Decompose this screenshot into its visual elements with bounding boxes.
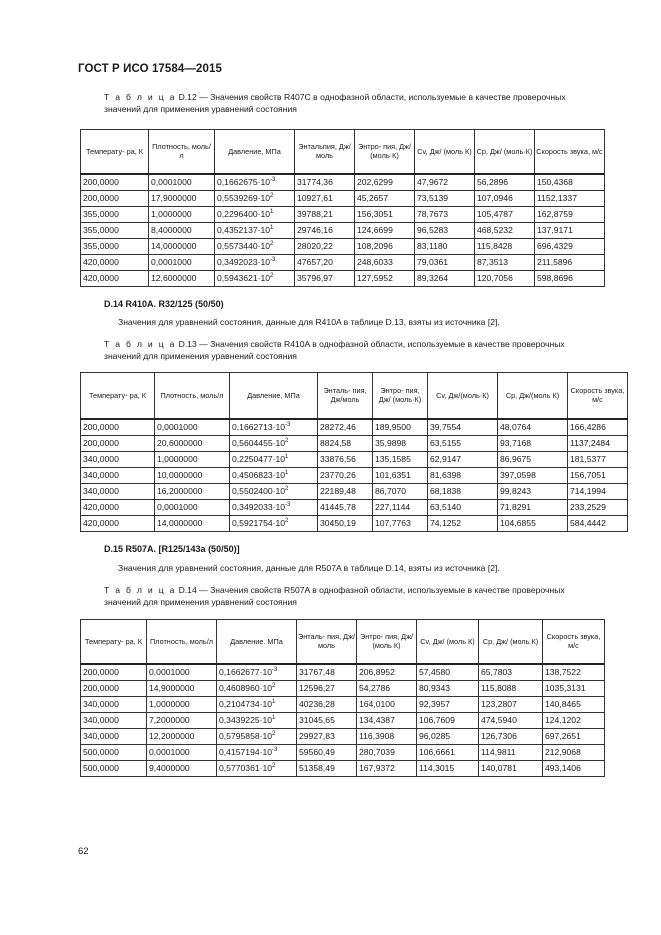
table-cell: 107,0946 [475, 190, 535, 206]
document-header: ГОСТ Р ИСО 17584—2015 [78, 63, 223, 75]
table-cell: 127,5952 [355, 270, 415, 286]
table-row [81, 664, 605, 681]
table-caption: Т а б л и ц а D.13 — Значения свойств R410A в однофазной области, используемые в качестве проверочных значений для применения уравнений состояния [104, 339, 565, 361]
table-row [81, 744, 605, 760]
table-cell: 162,8759 [535, 206, 605, 222]
table-cell: 1137,2484 [568, 435, 628, 451]
table-cell: 39788,21 [295, 206, 355, 222]
pressure-cell: $0,5539269\cdot 10^2$ [215, 190, 295, 206]
table-cell: 248,6033 [355, 254, 415, 270]
table-cell: 93,7168 [498, 435, 568, 451]
table-cell: 99,8243 [498, 483, 568, 499]
table-cell: 65,7803 [479, 664, 543, 681]
table-cell: 59560,49 [297, 744, 357, 760]
table-cell: 14,9000000 [147, 680, 217, 696]
pressure-cell: $0,2104734\cdot 10^1$ [217, 696, 297, 712]
column-header: Cv, Дж/ (моль К) [417, 620, 479, 664]
table-cell: 96,0285 [417, 728, 479, 744]
table-cell: 156,7051 [568, 467, 628, 483]
pressure-cell: $0,5604455\cdot 10^2$ [230, 435, 318, 451]
table-cell: 20,6000000 [155, 435, 230, 451]
pressure-cell: $0,4506823\cdot 10^1$ [230, 467, 318, 483]
column-header: Плотность, моль/л [147, 620, 217, 664]
table-cell: 17,9000000 [149, 190, 215, 206]
table-cell: 28272,46 [318, 419, 373, 436]
pressure-cell: $0,5921754\cdot 10^2$ [230, 515, 318, 531]
table-row [81, 190, 605, 206]
table-cell: 7,2000000 [147, 712, 217, 728]
column-header: Скорость звука, м/с [543, 620, 605, 664]
column-header: Температу- ра, К [81, 130, 149, 174]
table-cell: 355,0000 [81, 222, 149, 238]
table-cell: 96,5283 [415, 222, 475, 238]
table-cell: 35,9898 [373, 435, 428, 451]
column-header: Энтро- пия, Дж/ (моль·К) [373, 373, 428, 419]
table-cell: 63,5155 [428, 435, 498, 451]
column-header: Давление. МПа [217, 620, 297, 664]
column-header: Cp, Дж/ (моль·К) [475, 130, 535, 174]
table-cell: 0,0001000 [155, 419, 230, 436]
table-cell: 200,0000 [81, 190, 149, 206]
table-row [81, 760, 605, 776]
table-cell: 280,7039 [357, 744, 417, 760]
pressure-cell: $0,4608960\cdot 10^2$ [217, 680, 297, 696]
table-cell: 1,0000000 [147, 696, 217, 712]
table-cell: 47657,20 [295, 254, 355, 270]
column-header: Cp, Дж/(моль К) [498, 373, 568, 419]
table-cell: 45,2657 [355, 190, 415, 206]
table-row [81, 499, 628, 515]
table-cell: 233,2529 [568, 499, 628, 515]
table-row [81, 270, 605, 286]
table-cell: 120,7056 [475, 270, 535, 286]
table-cell: 83,1180 [415, 238, 475, 254]
table-cell: 16,2000000 [155, 483, 230, 499]
column-header: Энтро- пия, Дж/ (моль·К) [355, 130, 415, 174]
table-cell: 1,0000000 [149, 206, 215, 222]
table-cell: 104,6855 [498, 515, 568, 531]
table-cell: 166,4286 [568, 419, 628, 436]
pressure-cell: $0,3439225\cdot 10^1$ [217, 712, 297, 728]
column-header: Энтро- пия, Дж/ (моль К) [357, 620, 417, 664]
table-cell: 89,3264 [415, 270, 475, 286]
page-number: 62 [78, 846, 89, 857]
table-cell: 14,0000000 [155, 515, 230, 531]
table-cell: 137,9171 [535, 222, 605, 238]
table-cell: 138,7522 [543, 664, 605, 681]
table-cell: 500,0000 [81, 744, 147, 760]
table-cell: 126,7306 [479, 728, 543, 744]
table-cell: 468,5232 [475, 222, 535, 238]
table-cell: 0,0001000 [155, 499, 230, 515]
table-cell: 57,4580 [417, 664, 479, 681]
table-cell: 697,2651 [543, 728, 605, 744]
table-cell: 474,5940 [479, 712, 543, 728]
table-cell: 124,1202 [543, 712, 605, 728]
pressure-cell: $0,2296400\cdot 10^1$ [215, 206, 295, 222]
section-paragraph: Значения для уравнений состояния, данные для R507A в таблице D.14, взяты из источника [2]. [118, 563, 500, 573]
table-cell: 29746,16 [295, 222, 355, 238]
table-cell: 124,6699 [355, 222, 415, 238]
table-cell: 8824,58 [318, 435, 373, 451]
column-header: Скорость звука, м/с [535, 130, 605, 174]
table-row [81, 680, 605, 696]
pressure-cell: $0,4157194\cdot 10^{-3}$ [217, 744, 297, 760]
table-cell: 35796,97 [295, 270, 355, 286]
table-cell: 81,6398 [428, 467, 498, 483]
table-cell: 87,3513 [475, 254, 535, 270]
table-cell: 200,0000 [81, 664, 147, 681]
table-cell: 63,5140 [428, 499, 498, 515]
table-cell: 200,0000 [81, 680, 147, 696]
table-cell: 598,8696 [535, 270, 605, 286]
pressure-cell: $0,1662677\cdot 10^{-3}$ [217, 664, 297, 681]
column-header: Плотность, моль/л [155, 373, 230, 419]
table-cell: 41445,78 [318, 499, 373, 515]
table-row [81, 515, 628, 531]
table-cell: 12,6000000 [149, 270, 215, 286]
table-cell: 10927,61 [295, 190, 355, 206]
table-cell: 10,0000000 [155, 467, 230, 483]
table-cell: 340,0000 [81, 451, 155, 467]
table-cell: 123,2807 [479, 696, 543, 712]
table-row [81, 174, 605, 191]
table-cell: 12596,27 [297, 680, 357, 696]
column-header: Cp, Дж/ (моль К) [479, 620, 543, 664]
table-cell: 68,1838 [428, 483, 498, 499]
table-cell: 31774,36 [295, 174, 355, 191]
table-cell: 156,3051 [355, 206, 415, 222]
table-cell: 420,0000 [81, 499, 155, 515]
table-cell: 135,1585 [373, 451, 428, 467]
table-cell: 54,2786 [357, 680, 417, 696]
table-row [81, 712, 605, 728]
table-row [81, 451, 628, 467]
table-cell: 108,2096 [355, 238, 415, 254]
table-row [81, 206, 605, 222]
table-cell: 134,4387 [357, 712, 417, 728]
table-cell: 420,0000 [81, 270, 149, 286]
table-row [81, 728, 605, 744]
column-header: Энталь- пия, Дж/моль [297, 620, 357, 664]
table-row [81, 696, 605, 712]
table-cell: 92,3957 [417, 696, 479, 712]
section-title: D.15 R507A. [R125/143a (50/50)] [104, 544, 240, 554]
table-cell: 211,5896 [535, 254, 605, 270]
table-cell: 106,7609 [417, 712, 479, 728]
table-row [81, 238, 605, 254]
table-cell: 80,9343 [417, 680, 479, 696]
section-paragraph: Значения для уравнений состояния, данные для R410A в таблице D.13, взяты из источника [2]. [118, 317, 500, 327]
table-cell: 206,8952 [357, 664, 417, 681]
table-cell: 101,6351 [373, 467, 428, 483]
table-row [81, 222, 605, 238]
table-cell: 23770,26 [318, 467, 373, 483]
table-cell: 189,9500 [373, 419, 428, 436]
table-cell: 167,9372 [357, 760, 417, 776]
table-cell: 47,9672 [415, 174, 475, 191]
table-cell: 340,0000 [81, 728, 147, 744]
table-cell: 0,0001000 [149, 254, 215, 270]
table-cell: 200,0000 [81, 435, 155, 451]
table-cell: 9,4000000 [147, 760, 217, 776]
table-cell: 696,4329 [535, 238, 605, 254]
table-row [81, 435, 628, 451]
table-cell: 420,0000 [81, 254, 149, 270]
table-cell: 212,9068 [543, 744, 605, 760]
table-cell: 105,4787 [475, 206, 535, 222]
table-row [81, 254, 605, 270]
table-cell: 150,4368 [535, 174, 605, 191]
table-cell: 73,5139 [415, 190, 475, 206]
table-cell: 29927,83 [297, 728, 357, 744]
table-row [81, 483, 628, 499]
table-cell: 30450,19 [318, 515, 373, 531]
table-cell: 40236,28 [297, 696, 357, 712]
pressure-cell: $0,5795858\cdot 10^2$ [217, 728, 297, 744]
table-cell: 397,0598 [498, 467, 568, 483]
table-cell: 493,1406 [543, 760, 605, 776]
table-cell: 14,0000000 [149, 238, 215, 254]
column-header: Скорость звука, м/с [568, 373, 628, 419]
table-cell: 33876,56 [318, 451, 373, 467]
pressure-cell: $0,3492023\cdot 10^{-3}$ [215, 254, 295, 270]
table-cell: 0,0001000 [149, 174, 215, 191]
table-cell: 107,7763 [373, 515, 428, 531]
table-cell: 200,0000 [81, 174, 149, 191]
pressure-cell: $0,5770361\cdot 10^2$ [217, 760, 297, 776]
table-cell: 51358,49 [297, 760, 357, 776]
property-table-r407c [80, 129, 605, 287]
table-cell: 355,0000 [81, 238, 149, 254]
table-cell: 1,0000000 [155, 451, 230, 467]
table-cell: 0,0001000 [147, 744, 217, 760]
table-cell: 181,5377 [568, 451, 628, 467]
column-header: Давление, МПа [230, 373, 318, 419]
table-cell: 31767,48 [297, 664, 357, 681]
table-caption: Т а б л и ц а D.12 — Значения свойств R407C в однофазной области, используемые в качестве проверочных значений для применения уравнений состояния [104, 92, 566, 114]
table-caption: Т а б л и ц а D.14 — Значения свойств R507A в однофазной области, используемые в качестве проверочных значений для применения уравнений состояния [104, 585, 565, 607]
table-cell: 340,0000 [81, 467, 155, 483]
table-cell: 1152,1337 [535, 190, 605, 206]
column-header: Энталь- пия, Дж/моль [318, 373, 373, 419]
table-cell: 200,0000 [81, 419, 155, 436]
table-cell: 115,8088 [479, 680, 543, 696]
table-cell: 86,7070 [373, 483, 428, 499]
table-cell: 340,0000 [81, 712, 147, 728]
table-cell: 22189,48 [318, 483, 373, 499]
property-table-r507a [80, 619, 605, 777]
table-cell: 106,6661 [417, 744, 479, 760]
pressure-cell: $0,4352137\cdot 10^1$ [215, 222, 295, 238]
table-cell: 420,0000 [81, 515, 155, 531]
table-cell: 500,0000 [81, 760, 147, 776]
table-cell: 114,9811 [479, 744, 543, 760]
table-cell: 340,0000 [81, 696, 147, 712]
table-cell: 62,9147 [428, 451, 498, 467]
table-cell: 1035,3131 [543, 680, 605, 696]
pressure-cell: $0,2250477\cdot 10^1$ [230, 451, 318, 467]
table-cell: 140,0781 [479, 760, 543, 776]
table-cell: 116,3908 [357, 728, 417, 744]
pressure-cell: $0,5943621\cdot 10^2$ [215, 270, 295, 286]
table-cell: 714,1994 [568, 483, 628, 499]
table-cell: 74,1252 [428, 515, 498, 531]
table-row [81, 419, 628, 436]
column-header: Энтальпия, Дж/моль [295, 130, 355, 174]
table-cell: 71,8291 [498, 499, 568, 515]
table-cell: 12,2000000 [147, 728, 217, 744]
table-cell: 202,6299 [355, 174, 415, 191]
table-cell: 115,8428 [475, 238, 535, 254]
table-cell: 28020,22 [295, 238, 355, 254]
table-cell: 78,7673 [415, 206, 475, 222]
column-header: Температу- ра, К [81, 620, 147, 664]
section-title: D.14 R410A. R32/125 (50/50) [104, 299, 224, 309]
pressure-cell: $0,3492033\cdot 10^{-3}$ [230, 499, 318, 515]
pressure-cell: $0,1662675\cdot 10^{-3}$ [215, 174, 295, 191]
table-cell: 584,4442 [568, 515, 628, 531]
pressure-cell: $0,1662713\cdot 10^{-3}$ [230, 419, 318, 436]
table-row [81, 467, 628, 483]
table-cell: 31045,65 [297, 712, 357, 728]
column-header: Температу- ра, К [81, 373, 155, 419]
table-cell: 114,3015 [417, 760, 479, 776]
table-cell: 8,4000000 [149, 222, 215, 238]
property-table-r410a [80, 372, 628, 532]
column-header: Плотность, моль/л [149, 130, 215, 174]
column-header: Cv, Дж/(моль·К) [428, 373, 498, 419]
column-header: Давление, МПа [215, 130, 295, 174]
table-cell: 86,9675 [498, 451, 568, 467]
pressure-cell: $0,5502400\cdot 10^2$ [230, 483, 318, 499]
table-cell: 340,0000 [81, 483, 155, 499]
table-cell: 0,0001000 [147, 664, 217, 681]
table-cell: 56,2896 [475, 174, 535, 191]
table-cell: 140,8465 [543, 696, 605, 712]
table-cell: 39,7554 [428, 419, 498, 436]
table-cell: 227,1144 [373, 499, 428, 515]
table-cell: 355,0000 [81, 206, 149, 222]
column-header: Cv, Дж/ (моль К) [415, 130, 475, 174]
table-cell: 164,0100 [357, 696, 417, 712]
table-cell: 79,0361 [415, 254, 475, 270]
pressure-cell: $0,5573440\cdot 10^2$ [215, 238, 295, 254]
table-cell: 48,0764 [498, 419, 568, 436]
